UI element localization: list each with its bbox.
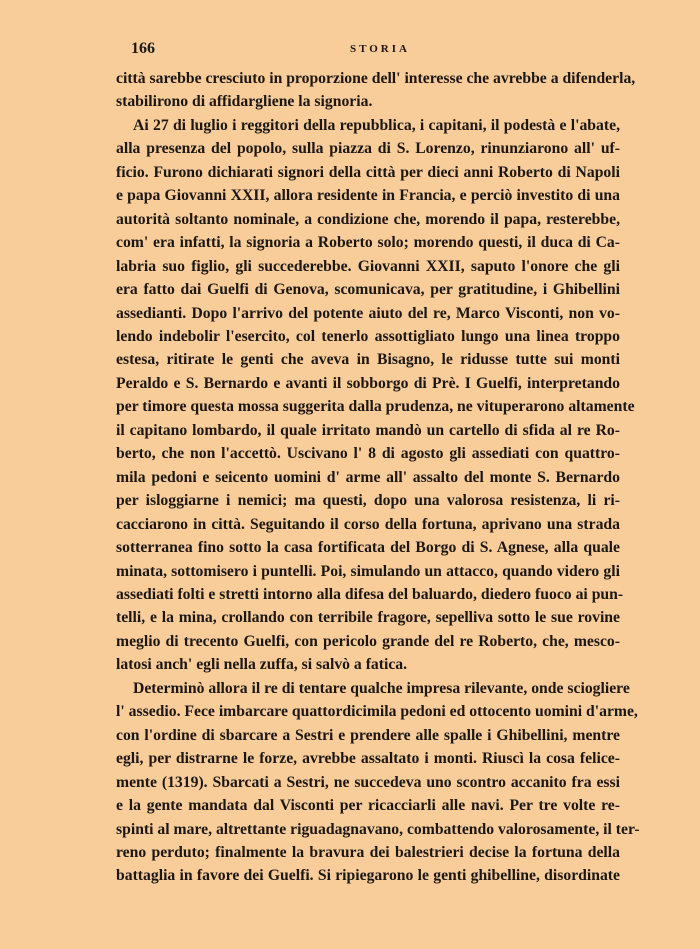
page-header: [131, 40, 619, 66]
text-line: il capitano lombardo, il quale irritato mandò un cartello di sfida al re Ro-: [116, 421, 620, 439]
text-line: con l'ordine di sbarcare a Sestri e prendere alle spalle i Ghibellini, mentre: [116, 726, 620, 744]
text-line: Determinò allora il re di tentare qualche impresa rilevante, onde sciogliere: [133, 679, 630, 697]
text-line: minata, sottomisero i puntelli. Poi, simulando un attacco, quando videro gli: [116, 562, 620, 580]
paragraph: [116, 677, 640, 888]
text-line: ficio. Furono dichiarati signori della città per dieci anni Roberto di Napoli: [116, 163, 620, 181]
text-line: assedianti. Dopo l'arrivo del potente aiuto del re, Marco Visconti, non vo-: [116, 304, 620, 322]
paragraph: [116, 114, 635, 677]
text-line: battaglia in favore dei Guelfi. Si ripiegarono le genti ghibelline, disordinate: [116, 867, 620, 885]
text-line: Ai 27 di luglio i reggitori della repubblica, i capitani, il podestà e l'abate,: [133, 116, 620, 134]
text-line: egli, per distrarne le forze, avrebbe assaltato i monti. Riuscì la cosa felice-: [116, 750, 620, 768]
text-line: cacciarono in città. Seguitando il corso della fortuna, aprivano una strada: [116, 515, 620, 533]
text-line: lendo indebolir l'esercito, col tenerlo assottigliato lungo una linea troppo: [116, 327, 620, 345]
text-line: com' era infatti, la signoria a Roberto solo; morendo questi, il duca di Ca-: [116, 234, 620, 252]
text-line: estesa, ritirate le genti che aveva in Bisagno, le ridusse tutte sui monti: [116, 351, 620, 369]
text-line: città sarebbe cresciuto in proporzione dell' interesse che avrebbe a difenderla,: [116, 70, 636, 87]
text-line: e la gente mandata dal Visconti per ricacciarli alle navi. Per tre volte re-: [116, 797, 620, 815]
text-line: reno perduto; finalmente la bravura dei balestrieri decise la fortuna della: [116, 843, 620, 861]
text-line: telli, e la mina, crollando con terribile fragore, sepelliva sotto le sue rovine: [116, 609, 620, 627]
page-number: 166: [131, 40, 155, 57]
text-line: autorità soltanto nominale, a condizione che, morendo il papa, resterebbe,: [116, 210, 620, 228]
text-line: per isloggiarne i nemici; ma questi, dopo una valorosa resistenza, li ri-: [116, 492, 620, 510]
text-line: berto, che non l'accettò. Uscivano l' 8 di agosto gli assediati con quattro-: [116, 445, 620, 463]
text-line: spinti al mare, altrettante riguadagnavano, combattendo valorosamente, il ter-: [116, 820, 640, 838]
paragraph: [116, 67, 636, 114]
text-line: mila pedoni e seicento uomini d' arme all' assalto del monte S. Bernardo: [116, 468, 620, 486]
text-line: mente (1319). Sbarcati a Sestri, ne succedeva uno scontro accanito fra essi: [116, 773, 620, 791]
text-line: meglio di trecento Guelfi, con pericolo grande del re Roberto, che, mesco-: [116, 632, 620, 650]
text-line: Peraldo e S. Bernardo e avanti il sobborgo di Prè. I Guelfi, interpretando: [116, 374, 620, 392]
text-line: sotterranea fino sotto la casa fortificata del Borgo di S. Agnese, alla quale: [116, 539, 620, 557]
text-line: stabilirono di affidargliene la signoria.: [116, 93, 373, 111]
text-line: labria suo figlio, gli succederebbe. Giovanni XXII, saputo l'onore che gli: [116, 257, 620, 275]
text-line: latosi anch' egli nella zuffa, si salvò a fatica.: [116, 656, 408, 674]
text-line: e papa Giovanni XXII, allora residente in Francia, e perciò investito di una: [116, 187, 620, 205]
text-line: l' assedio. Fece imbarcare quattordicimila pedoni ed ottocento uomini d'arme,: [116, 703, 638, 721]
running-head: STORIA: [350, 43, 410, 55]
body-text: [116, 67, 640, 888]
text-line: assediati folti e stretti intorno alla difesa del baluardo, diedero fuoco ai pun-: [116, 585, 624, 603]
text-line: per timore questa mossa suggerita dalla prudenza, ne vituperarono altamente: [116, 398, 635, 416]
text-line: era fatto dai Guelfi di Genova, scomunicava, per gratitudine, i Ghibellini: [116, 281, 620, 299]
text-line: alla presenza del popolo, sulla piazza di S. Lorenzo, rinunziarono all' uf-: [116, 140, 620, 158]
